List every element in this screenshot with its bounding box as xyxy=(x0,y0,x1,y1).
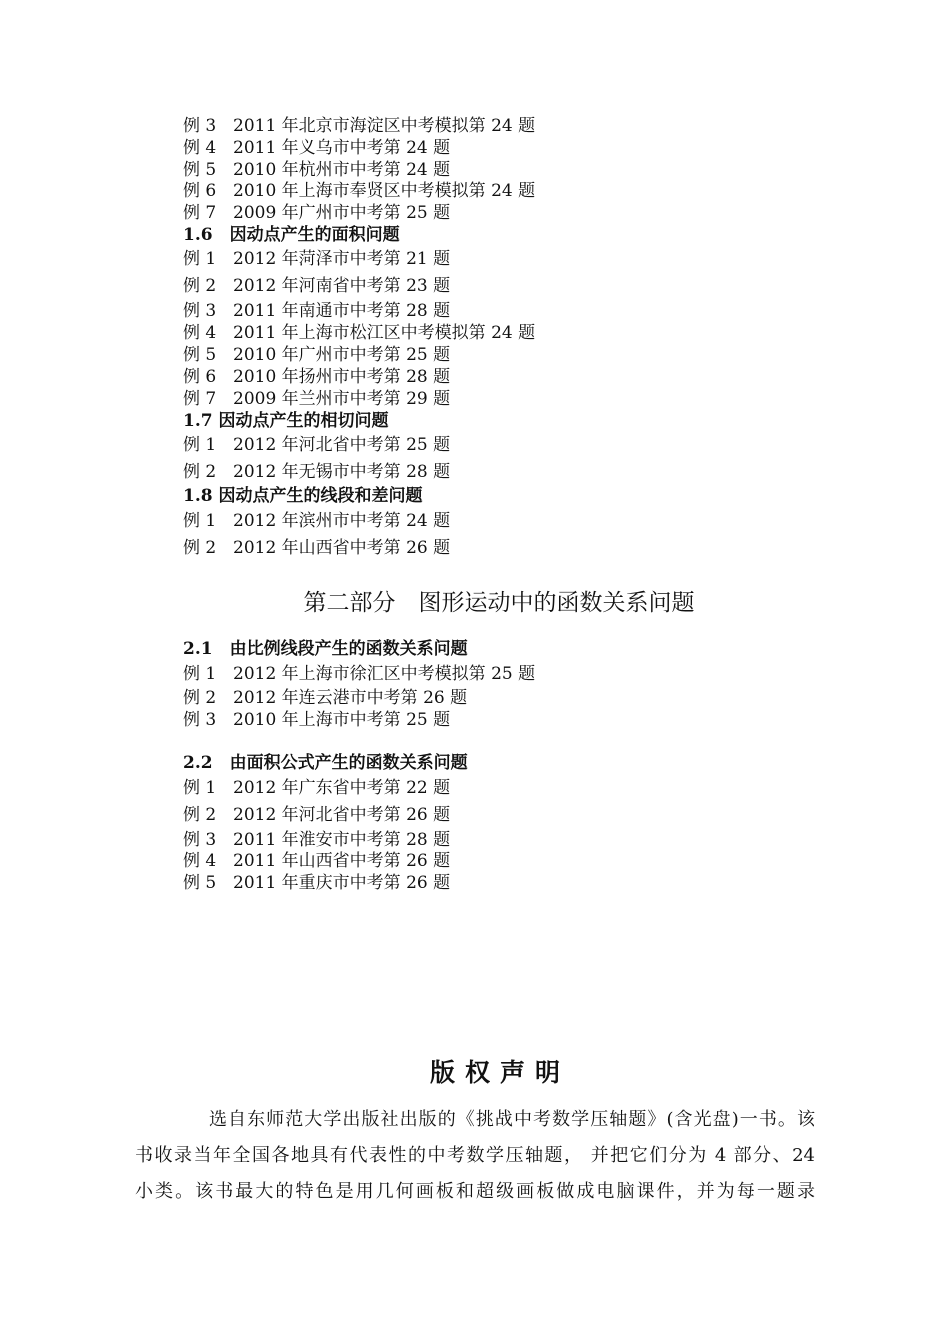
example-label: 例 3 xyxy=(183,830,217,850)
example-source: 2009 年广州市中考第 25 题 xyxy=(233,203,451,223)
toc-line xyxy=(183,511,450,531)
example-source: 2011 年北京市海淀区中考模拟第 24 题 xyxy=(233,116,536,136)
toc-line xyxy=(183,367,450,387)
example-source: 2011 年上海市松江区中考模拟第 24 题 xyxy=(233,323,536,343)
toc-line xyxy=(183,688,467,708)
section-heading: 2.1 由比例线段产生的函数关系问题 xyxy=(183,639,468,659)
example-source: 2011 年山西省中考第 26 题 xyxy=(233,851,451,871)
example-label: 例 4 xyxy=(183,138,217,158)
example-label: 例 7 xyxy=(183,203,217,223)
example-label: 例 2 xyxy=(183,805,217,825)
example-label: 例 2 xyxy=(183,688,217,708)
toc-line xyxy=(183,181,535,201)
example-source: 2010 年杭州市中考第 24 题 xyxy=(233,160,451,180)
toc-line xyxy=(183,203,450,223)
example-source: 2009 年兰州市中考第 29 题 xyxy=(233,389,451,409)
part-two-title: 第二部分 图形运动中的函数关系问题 xyxy=(303,590,695,616)
toc-line xyxy=(183,851,450,871)
example-label: 例 1 xyxy=(183,664,217,684)
example-label: 例 3 xyxy=(183,301,217,321)
example-source: 2011 年淮安市中考第 28 题 xyxy=(233,830,451,850)
toc-line xyxy=(183,389,450,409)
example-source: 2012 年广东省中考第 22 题 xyxy=(233,778,451,798)
example-source: 2010 年扬州市中考第 28 题 xyxy=(233,367,451,387)
example-source: 2011 年南通市中考第 28 题 xyxy=(233,301,451,321)
section-heading: 1.7 因动点产生的相切问题 xyxy=(183,411,389,431)
toc-line xyxy=(183,778,450,798)
example-source: 2012 年河北省中考第 26 题 xyxy=(233,805,451,825)
toc-line xyxy=(183,538,450,558)
example-source: 2012 年无锡市中考第 28 题 xyxy=(233,462,451,482)
example-source: 2010 年广州市中考第 25 题 xyxy=(233,345,451,365)
example-source: 2012 年河南省中考第 23 题 xyxy=(233,276,451,296)
example-source: 2011 年重庆市中考第 26 题 xyxy=(233,873,451,893)
section-heading: 1.6 因动点产生的面积问题 xyxy=(183,225,400,245)
example-source: 2010 年上海市奉贤区中考模拟第 24 题 xyxy=(233,181,536,201)
example-label: 例 4 xyxy=(183,851,217,871)
example-label: 例 3 xyxy=(183,710,217,730)
example-label: 例 6 xyxy=(183,367,217,387)
paragraph-line: 书收录当年全国各地具有代表性的中考数学压轴题， 并把它们分为 4 部分、24 xyxy=(135,1145,815,1166)
example-source: 2012 年上海市徐汇区中考模拟第 25 题 xyxy=(233,664,536,684)
example-source: 2012 年连云港市中考第 26 题 xyxy=(233,688,468,708)
toc-line xyxy=(183,276,450,296)
toc-line xyxy=(183,116,535,136)
section-heading: 1.8 因动点产生的线段和差问题 xyxy=(183,486,423,506)
toc-line xyxy=(183,138,450,158)
paragraph-line: 选自东师范大学出版社出版的《挑战中考数学压轴题》(含光盘)一书。该 xyxy=(209,1109,815,1130)
example-label: 例 1 xyxy=(183,511,217,531)
toc-line xyxy=(183,805,450,825)
example-label: 例 2 xyxy=(183,462,217,482)
example-label: 例 1 xyxy=(183,778,217,798)
example-source: 2012 年河北省中考第 25 题 xyxy=(233,435,451,455)
example-label: 例 6 xyxy=(183,181,217,201)
toc-line xyxy=(183,830,450,850)
example-label: 例 7 xyxy=(183,389,217,409)
example-source: 2012 年菏泽市中考第 21 题 xyxy=(233,249,451,269)
toc-line xyxy=(183,664,535,684)
toc-line xyxy=(183,345,450,365)
copyright-title: 版权声明 xyxy=(429,1058,570,1087)
toc-line xyxy=(183,160,450,180)
example-label: 例 1 xyxy=(183,435,217,455)
toc-line xyxy=(183,873,450,893)
toc-line xyxy=(183,435,450,455)
example-source: 2011 年义乌市中考第 24 题 xyxy=(233,138,451,158)
example-label: 例 2 xyxy=(183,538,217,558)
toc-line xyxy=(183,710,450,730)
example-label: 例 1 xyxy=(183,249,217,269)
example-label: 例 5 xyxy=(183,160,217,180)
example-source: 2012 年山西省中考第 26 题 xyxy=(233,538,451,558)
toc-line xyxy=(183,249,450,269)
toc-line xyxy=(183,323,535,343)
example-label: 例 5 xyxy=(183,345,217,365)
example-label: 例 4 xyxy=(183,323,217,343)
paragraph-line: 小类。该书最大的特色是用几何画板和超级画板做成电脑课件，并为每一题录 xyxy=(135,1181,815,1202)
example-label: 例 5 xyxy=(183,873,217,893)
example-source: 2010 年上海市中考第 25 题 xyxy=(233,710,451,730)
example-label: 例 2 xyxy=(183,276,217,296)
toc-line xyxy=(183,462,450,482)
toc-line xyxy=(183,301,450,321)
example-source: 2012 年滨州市中考第 24 题 xyxy=(233,511,451,531)
example-label: 例 3 xyxy=(183,116,217,136)
section-heading: 2.2 由面积公式产生的函数关系问题 xyxy=(183,753,468,773)
